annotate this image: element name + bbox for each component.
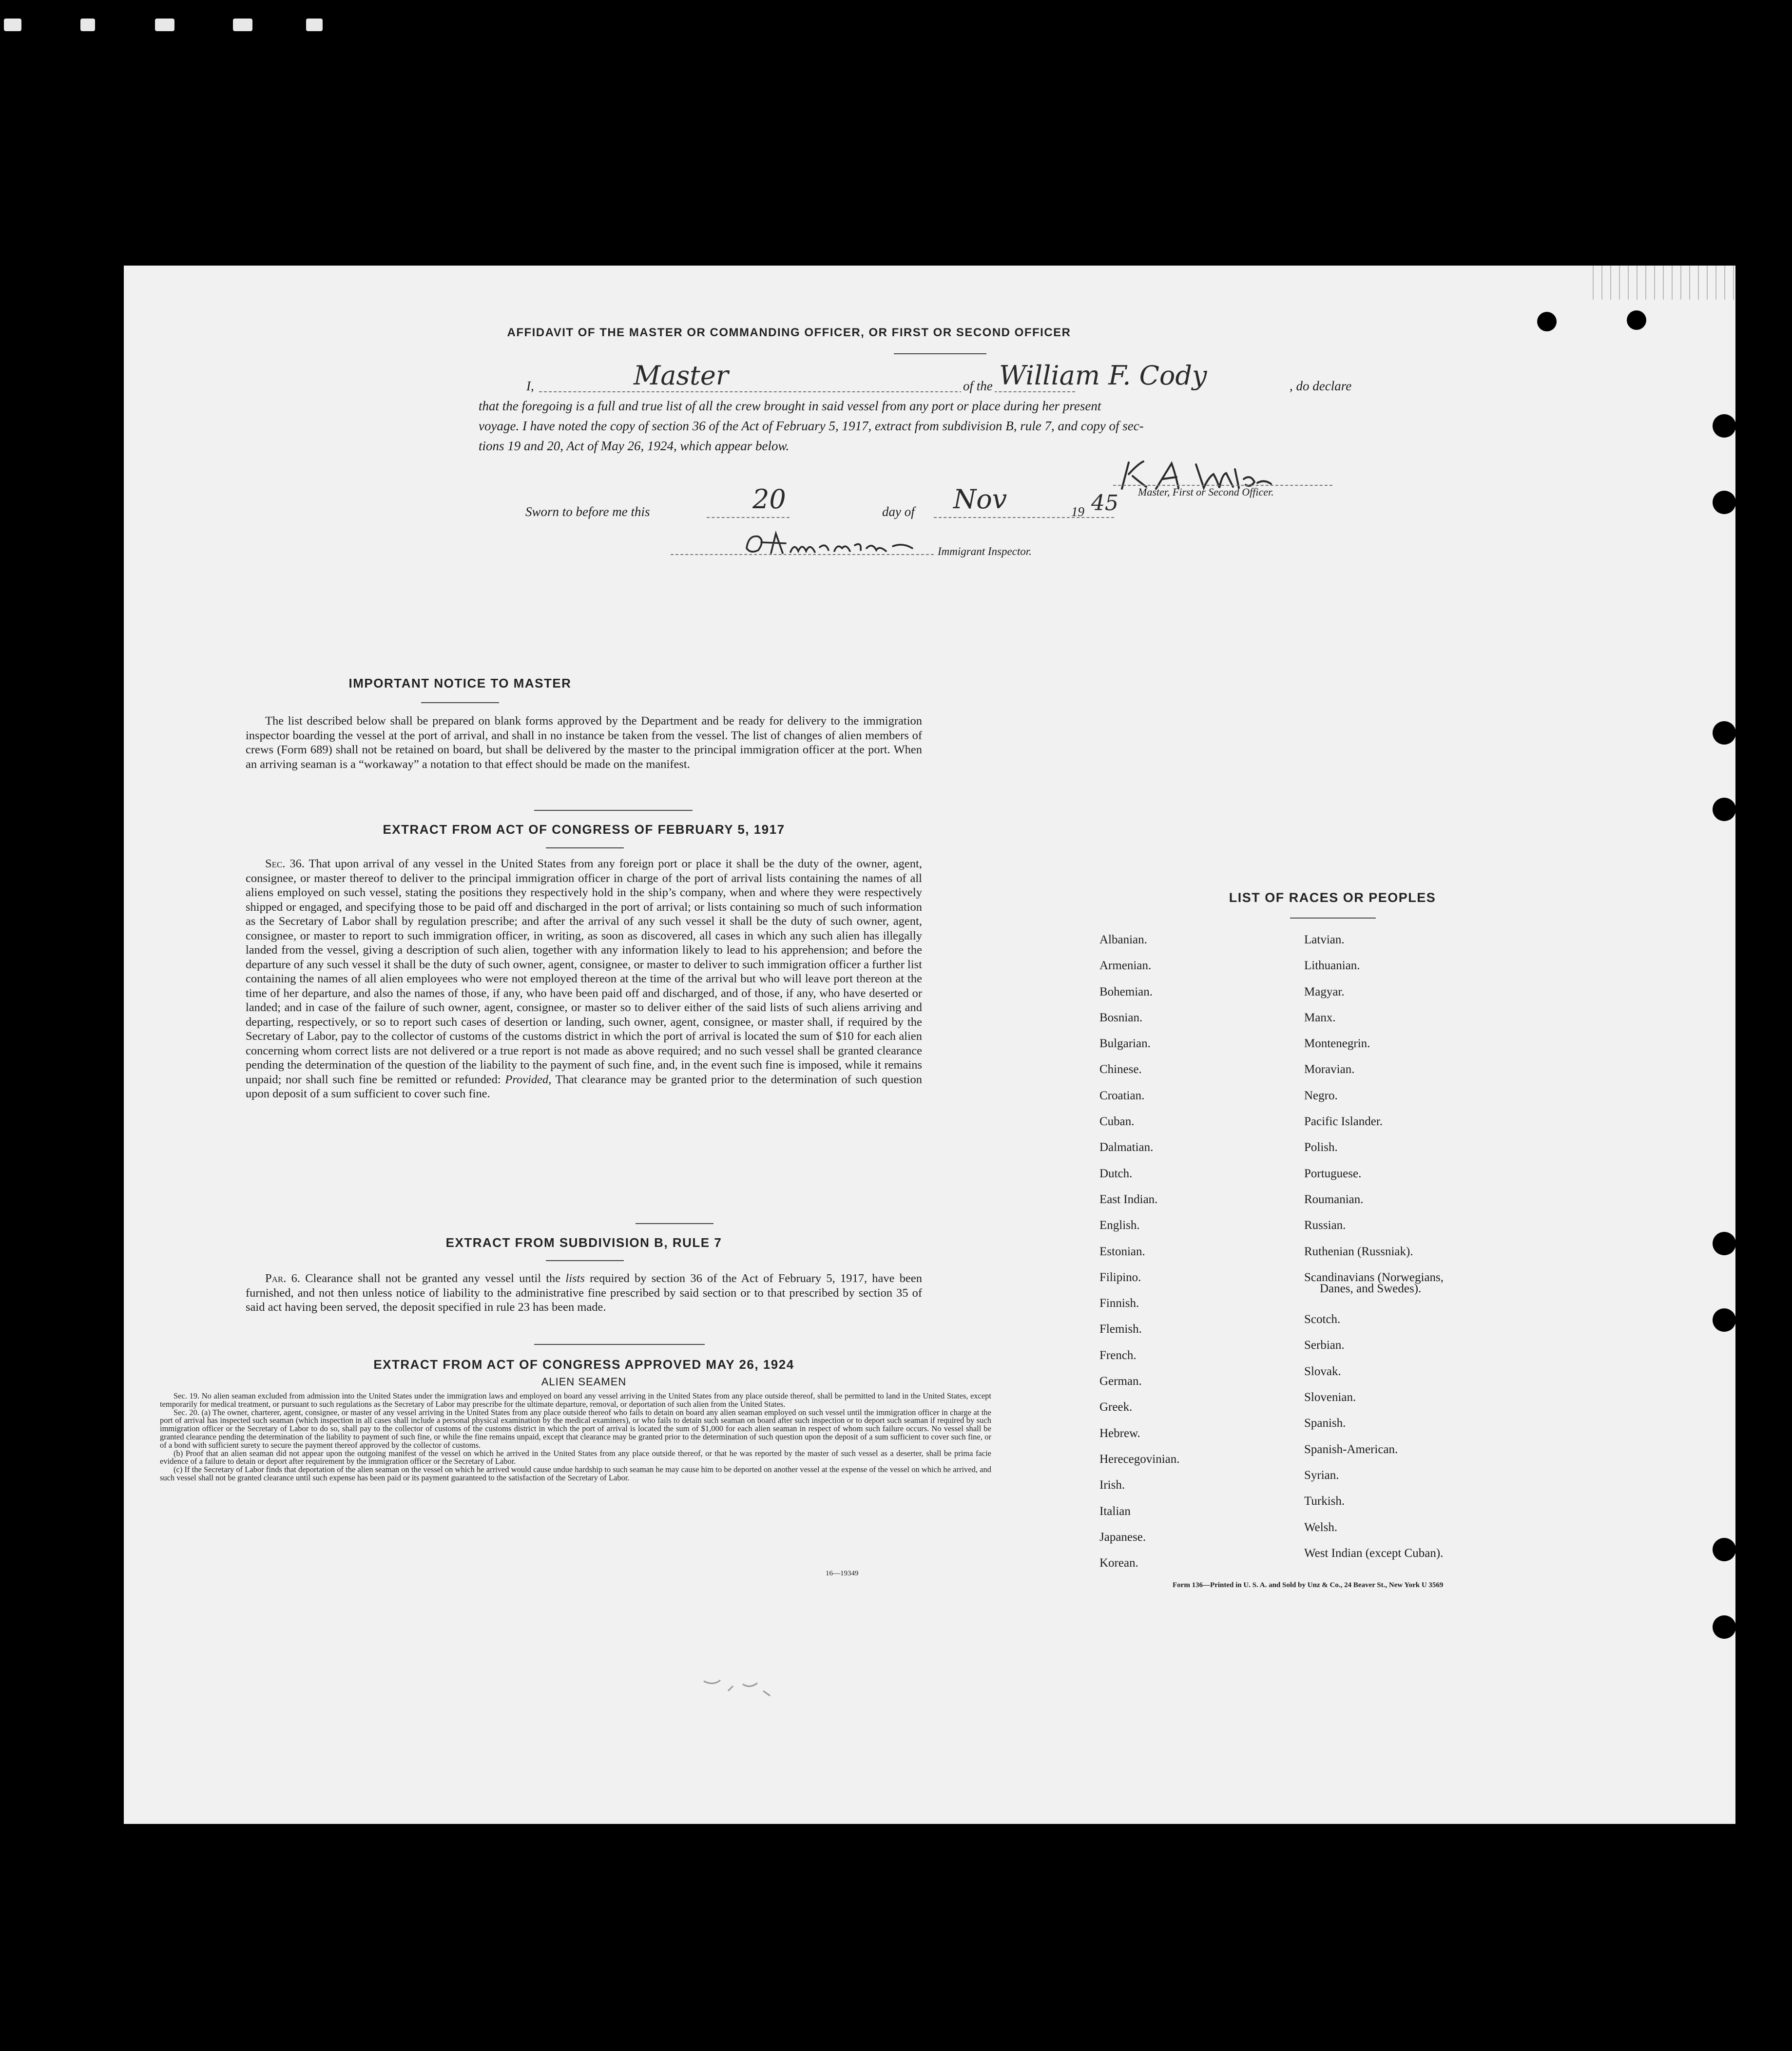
month-line (934, 517, 1114, 518)
punch-hole (1713, 798, 1735, 821)
sec-36-label: Sec. 36. (265, 857, 305, 870)
race-item: Negro. (1304, 1089, 1338, 1102)
day-of-label: day of (882, 504, 915, 519)
race-item: Moravian. (1304, 1063, 1355, 1076)
race-item: Spanish-American. (1304, 1442, 1398, 1456)
race-item: Turkish. (1304, 1495, 1345, 1508)
month-handwritten: Nov (953, 484, 1007, 515)
race-item: Filipino. (1099, 1270, 1141, 1284)
race-item: West Indian (except Cuban). (1304, 1546, 1444, 1560)
race-item: Irish. (1099, 1478, 1125, 1492)
section-divider (636, 1223, 713, 1224)
race-item: Pacific Islander. (1304, 1115, 1383, 1129)
race-item: Serbian. (1304, 1339, 1345, 1352)
inspector-caption: Immigrant Inspector. (938, 545, 1032, 557)
inspector-signature (742, 529, 946, 558)
races-title: LIST OF RACES OR PEOPLES (1229, 890, 1436, 905)
race-item: Latvian. (1304, 933, 1345, 946)
sec-36-text-end: That clearance may be granted prior to the determination of such question upon deposit of a sum sufficient to cover such fine. (246, 1073, 922, 1100)
race-item: Russian. (1304, 1219, 1346, 1232)
notice-title: IMPORTANT NOTICE TO MASTER (348, 676, 572, 690)
page-edge-wear (1589, 266, 1735, 300)
extract-1917-title-rule (546, 847, 624, 848)
race-item: Armenian. (1099, 959, 1152, 973)
race-item: Bosnian. (1099, 1011, 1143, 1024)
races-right-column (1304, 927, 1444, 1566)
rule7-body (246, 1271, 922, 1315)
punch-hole (1713, 414, 1735, 438)
declaration-line-2: voyage. I have noted the copy of section 36 of the Act of February 5, 1917, extract from subdivision B, rule 7, and copy of sec- (479, 419, 1144, 433)
section-divider (534, 1344, 705, 1345)
notice-body (246, 714, 922, 771)
stray-marks (699, 1671, 787, 1701)
race-item: Magyar. (1304, 985, 1345, 998)
film-frame-mark (155, 19, 174, 31)
race-item: Ruthenian (Russniak). (1304, 1245, 1413, 1258)
declaration-line-3: tions 19 and 20, Act of May 26, 1924, which appear below. (479, 439, 790, 453)
alien-seamen-subtitle: ALIEN SEAMEN (541, 1376, 627, 1388)
race-item: French. (1099, 1348, 1137, 1362)
race-item: Syrian. (1304, 1468, 1339, 1482)
race-item: Manx. (1304, 1011, 1336, 1024)
name-line (539, 391, 1075, 392)
race-item: Dalmatian. (1099, 1141, 1154, 1154)
extract-1924-title: EXTRACT FROM ACT OF CONGRESS APPROVED MAY 26, 1924 (373, 1357, 794, 1372)
race-item: Bulgarian. (1099, 1037, 1151, 1051)
race-item: Bohemian. (1099, 985, 1153, 998)
sec-20a-text: Sec. 20. (a) The owner, charterer, agent, consignee, or master of any vessel arriving in the United States from any place outside thereof who fails to detain on board any alien seaman employed on such vessel until the immigration officer in charge at the port of arrival has inspected such seaman (which inspection in all cases shall include a personal physical examination by the medical examiners), or who fails to detain such seaman on board after such inspection or to deport such seaman if required by such immigration officer or the Secretary of Labor to do so, shall pay to the collector of customs of the customs district in which the port of arrival is located the sum of $1,000 for each alien seaman in respect of whom such failure occurs. No vessel shall be granted clearance pending the determination of the liability to payment of such fine, or while the fine remains unpaid, except that clearance may be granted prior to the determination of such question upon the deposit of a sum sufficient to cover such fine, or of a bond with sufficient surety to secure the payment thereof approved by the collector of customs. (160, 1407, 991, 1450)
punch-hole (1713, 721, 1735, 745)
race-item: Slovak. (1304, 1364, 1341, 1378)
sworn-label: Sworn to before me this (525, 504, 650, 519)
affidavit-title: AFFIDAVIT OF THE MASTER OR COMMANDING OFFICER, OR FIRST OR SECOND OFFICER (507, 326, 1071, 339)
section-divider (534, 810, 693, 811)
race-item: Flemish. (1099, 1323, 1142, 1336)
print-code: 16—19349 (826, 1570, 859, 1577)
film-frame-mark (233, 19, 252, 31)
rule7-text-b: required by section 36 of the Act of February 5, 1917, have been furnished, and not then unless notice of liability to the administrative fine prescribed by said section or to that prescribed by section 35 of said act having been served, the deposit specified in rule 23 has been made. (246, 1272, 923, 1314)
extract-1917-title: EXTRACT FROM ACT OF CONGRESS OF FEBRUARY 5, 1917 (383, 822, 785, 837)
affidavit-i-label: I, (526, 379, 534, 393)
sec-19-text: Sec. 19. No alien seaman excluded from admission into the United States under the immigration laws and employed on board any vessel arriving in the United States from any place outside thereof, shall be permitted to land in the United States, except temporarily for medical treatment, or pursuant to such regulations as the Secretary of Labor may prescribe for the ultimate departure, removal, or deportation of such alien from the United States. (160, 1391, 991, 1409)
rule7-text-a: Clearance shall not be granted any vessel until the (305, 1272, 561, 1285)
year-handwritten: 45 (1091, 491, 1118, 516)
race-item: Dutch. (1099, 1167, 1133, 1180)
film-frame-mark (4, 19, 21, 31)
race-item: Scotch. (1304, 1313, 1341, 1326)
par-6-label: Par. 6. (265, 1272, 300, 1285)
race-item: Spanish. (1304, 1417, 1346, 1430)
punch-hole (1713, 1538, 1735, 1561)
race-item: Herecegovinian. (1099, 1452, 1180, 1466)
rule7-title-rule (546, 1260, 624, 1261)
document-page (124, 266, 1735, 1824)
day-line (707, 517, 790, 518)
race-item: Albanian. (1099, 933, 1147, 946)
race-item: Korean. (1099, 1556, 1138, 1570)
race-item: Slovenian. (1304, 1391, 1356, 1404)
race-item: Portuguese. (1304, 1167, 1362, 1180)
race-item: Italian (1099, 1504, 1131, 1518)
year-prefix: 19 (1071, 504, 1084, 519)
race-item: Chinese. (1099, 1063, 1142, 1076)
sec-20b-text: (b) Proof that an alien seaman did not appear upon the outgoing manifest of the vessel on which he arrived in the United States from any place outside thereof, or that he was reported by the master of such vessel as a deserter, shall be prima facie evidence of a failure to detain or deport after requirement by the immigration officer or the Secretary of Labor. (160, 1448, 991, 1466)
affidavit-of-the-label: of the (961, 379, 995, 394)
notice-title-rule (421, 702, 499, 703)
punch-hole (1713, 1308, 1735, 1332)
notice-body-text: The list described below shall be prepared on blank forms approved by the Department and be ready for delivery to the immigration inspector boarding the vessel at the port of arrival, and shall in no instance be taken from the vessel. The list of changes of alien members of crews (Form 689) shall not be retained on board, but shall be delivered by the master to the principal immigration officer at the port. When an arriving seaman is a “workaway” a notation to that effect should be made on the manifest. (246, 714, 922, 771)
race-item: Scandinavians (Norwegians, (1304, 1270, 1444, 1284)
race-item: English. (1099, 1219, 1140, 1232)
race-item: Greek. (1099, 1400, 1133, 1414)
race-item: Estonian. (1099, 1245, 1145, 1258)
race-item: Hebrew. (1099, 1426, 1140, 1440)
punch-hole (1713, 1615, 1735, 1639)
day-handwritten: 20 (752, 484, 786, 515)
sec-20c-text: (c) If the Secretary of Labor finds that deportation of the alien seaman on the vessel on which he arrived would cause undue hardship to such seaman he may cause him to be deported on another vessel at the expense of the vessel on which he arrived, and such vessel shall not be granted clearance until such expense has been paid or its payment guaranteed to the satisfaction of the Secretary of Labor. (160, 1465, 991, 1482)
race-item: German. (1099, 1375, 1142, 1388)
provided-word: Provided, (505, 1073, 552, 1086)
rule7-title: EXTRACT FROM SUBDIVISION B, RULE 7 (445, 1235, 722, 1250)
affidavit-title-rule (894, 353, 986, 354)
vessel-handwritten: William F. Cody (999, 360, 1207, 391)
inspector-signature-line (671, 554, 934, 555)
sec-36-text: That upon arrival of any vessel in the United States from any foreign port or place it shall be the duty of the owner, agent, consignee, or master thereof to deliver to the principal immigration officer in charge of the port of arrival lists containing the names of all aliens employed on such vessel, stating the positions they respectively hold in the ship’s company, when and where they were respectively shipped or engaged, and specifying those to be paid off and discharged in the port of arrival; or lists containing so much of such information as the Secretary of Labor shall by regulation prescribe; and after the arrival of any such vessel it shall be the duty of such owner, agent, consignee, or master to report to such immigration officer, in writing, as soon as discovered, all cases in which any such alien has illegally landed from the vessel, giving a description of such alien, together with any information likely to lead to his apprehension; and before the departure of any such vessel it shall be the duty of such owner, agent, consignee, or master to deliver to such immigration officer a further list containing the names of all alien employees who were not employed thereon at the time of the arrival but who will leave port thereon at the time of her departure, and also the names of those, if any, who have been paid off and discharged, and of those, if any, who have deserted or landed; and in case of the failure of such owner, agent, consignee, or master so to deliver either of the said lists of such aliens arriving and departing, respectively, or so to report such cases of desertion or landing, such owner, agent, consignee, or master shall, if required by the Secretary of Labor, pay to the collector of customs of the customs district in which the port of arrival is located the sum of $10 for each alien concerning whom correct lists are not delivered or a true report is not made as above required; and no such vessel shall be granted clearance pending the determination of the question of the liability to the payment of such fine, and, in the event such fine is imposed, while it remains unpaid; nor shall such fine be remitted or refunded: (246, 857, 922, 1086)
race-item: Montenegrin. (1304, 1037, 1370, 1051)
punch-hole (1713, 491, 1735, 514)
race-item: Lithuanian. (1304, 959, 1360, 973)
races-left-column (1099, 927, 1180, 1576)
race-item: Japanese. (1099, 1530, 1146, 1544)
name-handwritten: Master (634, 360, 729, 391)
film-frame-mark (306, 19, 323, 31)
punch-hole (1537, 312, 1557, 331)
race-item: Croatian. (1099, 1089, 1145, 1102)
race-item: Cuban. (1099, 1115, 1135, 1129)
race-item: Roumanian. (1304, 1192, 1364, 1206)
punch-hole (1627, 310, 1646, 330)
race-item: East Indian. (1099, 1192, 1158, 1206)
extract-1917-body (246, 857, 922, 1101)
extract-1924-body (160, 1392, 991, 1482)
form-footer: Form 136—Printed in U. S. A. and Sold by Unz & Co., 24 Beaver St., New York U 3569 (1173, 1581, 1444, 1589)
film-frame-mark (80, 19, 95, 31)
punch-hole (1713, 1232, 1735, 1255)
master-caption: Master, First or Second Officer. (1138, 486, 1274, 498)
race-item: Polish. (1304, 1141, 1338, 1154)
declaration-line-1: that the foregoing is a full and true list of all the crew brought in said vessel from any port or place during her present (479, 399, 1101, 413)
race-item: Danes, and Swedes). (1320, 1282, 1422, 1295)
race-item: Welsh. (1304, 1520, 1338, 1534)
race-item: Finnish. (1099, 1297, 1139, 1310)
races-title-rule (1290, 918, 1376, 919)
lists-word: lists (565, 1272, 585, 1285)
affidavit-do-declare: , do declare (1290, 379, 1352, 393)
